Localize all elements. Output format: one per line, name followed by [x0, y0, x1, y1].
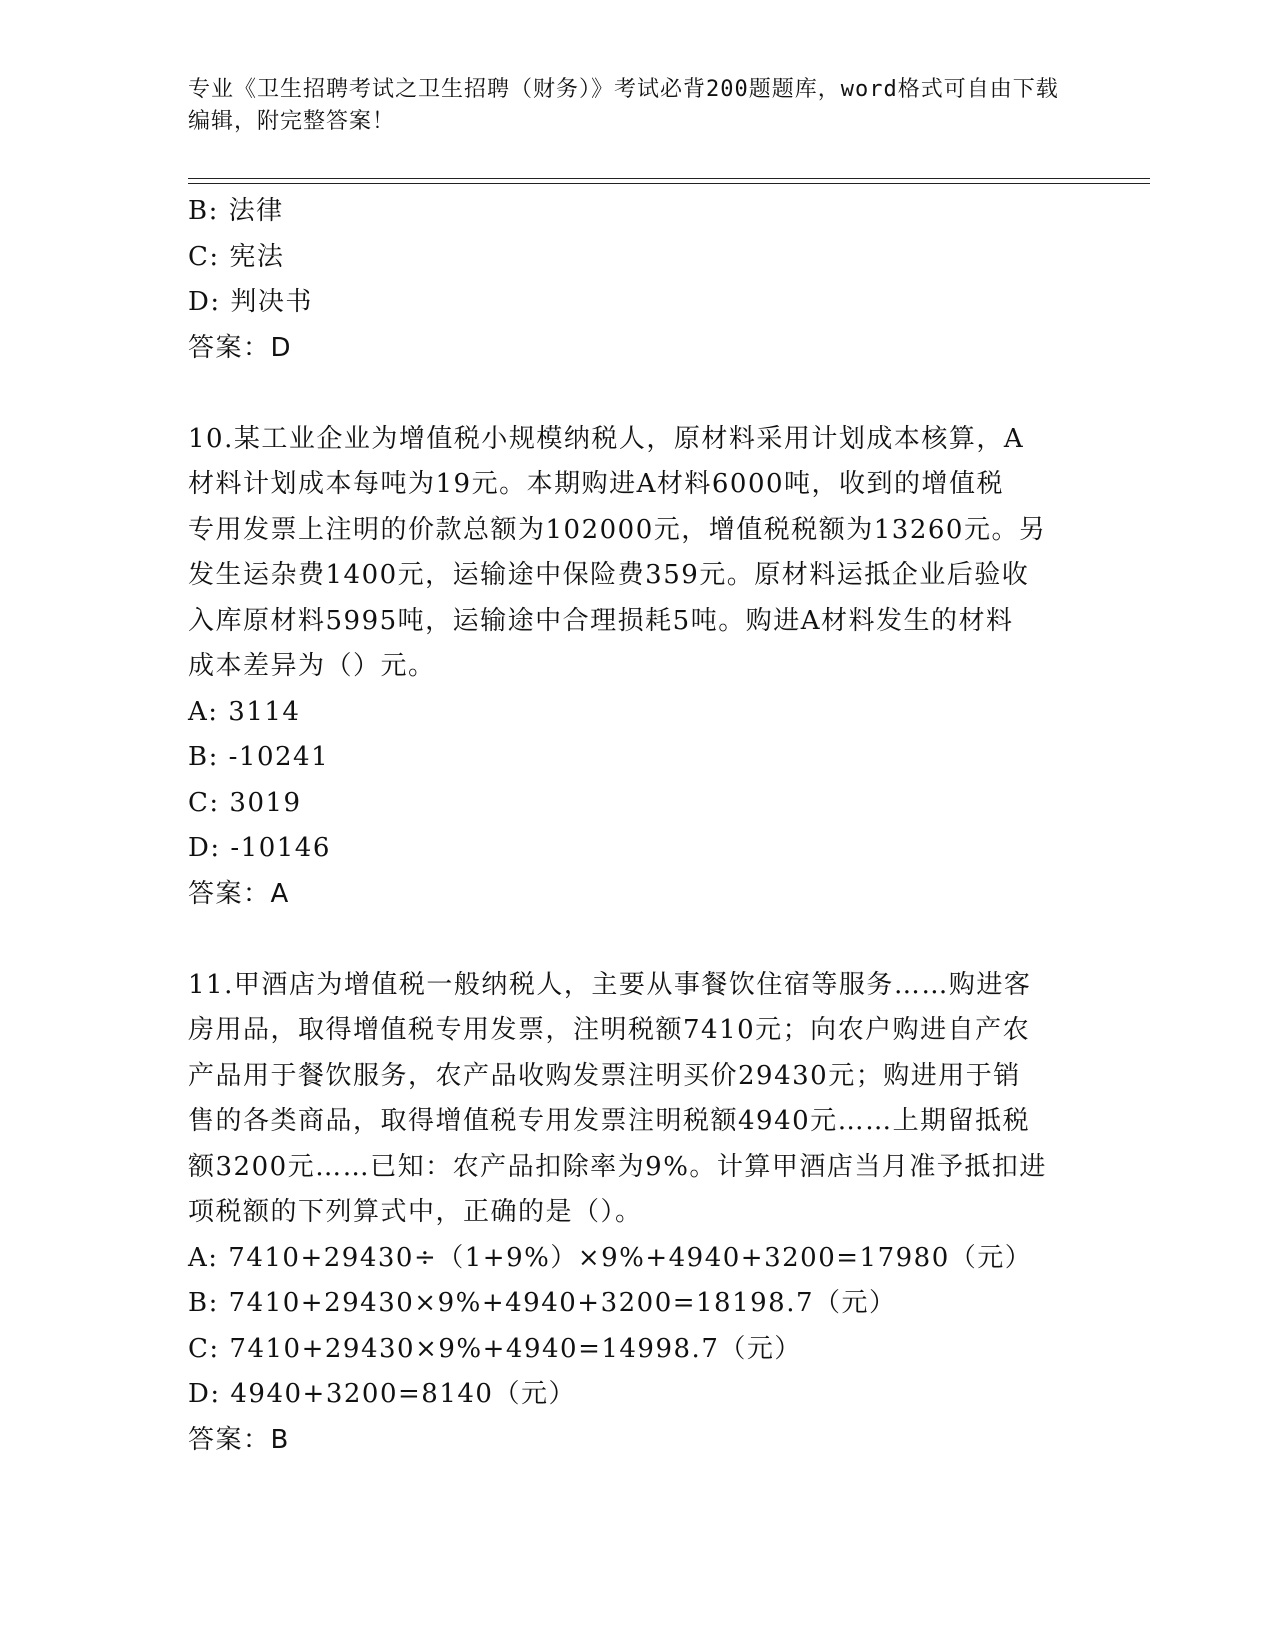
question-10	[188, 417, 1078, 918]
question-text-line: 11.甲酒店为增值税一般纳税人，主要从事餐饮住宿等服务……购进客	[188, 969, 1032, 1000]
question-content	[188, 189, 1078, 1463]
answer-line: 答案：B	[188, 1424, 290, 1455]
option-c: C: 3019	[188, 787, 302, 818]
option-d: D: 4940+3200=8140（元）	[188, 1379, 576, 1409]
option-b: B: 7410+29430×9%+4940+3200=18198.7（元）	[188, 1288, 897, 1318]
option-c: C: 宪法	[188, 241, 285, 272]
option-d: D: -10146	[188, 833, 331, 863]
question-text-line: 成本差异为（）元。	[188, 651, 436, 681]
option-a: A: 7410+29430÷（1+9%）×9%+4940+3200=17980（元）	[188, 1242, 1033, 1273]
question-text-line: 额3200元……已知：农产品扣除率为9%。计算甲酒店当月准予抵扣进	[188, 1151, 1047, 1182]
question-text-line: 材料计划成本每吨为19元。本期购进A材料6000吨，收到的增值税	[188, 469, 1005, 499]
question-text-line: 10.某工业企业为增值税小规模纳税人，原材料采用计划成本核算，A	[188, 423, 1025, 454]
answer-line: 答案：D	[188, 332, 293, 363]
option-b: B: -10241	[188, 742, 330, 772]
question-text-line: 专用发票上注明的价款总额为102000元，增值税税额为13260元。另	[188, 514, 1047, 545]
question-text-line: 产品用于餐饮服务，农产品收购发票注明买价29430元；购进用于销	[188, 1060, 1021, 1091]
header-divider-thin	[188, 178, 1150, 179]
question-text-line: 房用品，取得增值税专用发票，注明税额7410元；向农户购进自产农	[188, 1015, 1031, 1045]
option-d: D: 判决书	[188, 287, 313, 317]
question-text-line: 项税额的下列算式中，正确的是（）。	[188, 1197, 643, 1227]
spacer	[188, 371, 1078, 417]
spacer	[188, 917, 1078, 963]
question-text-line: 发生运杂费1400元，运输途中保险费359元。原材料运抵企业后验收	[188, 560, 1030, 590]
question-text-line: 售的各类商品，取得增值税专用发票注明税额4940元……上期留抵税	[188, 1106, 1031, 1136]
option-a: A: 3114	[188, 696, 301, 727]
answer-line: 答案：A	[188, 878, 290, 909]
option-b: B: 法律	[188, 196, 284, 226]
document-header: 专业《卫生招聘考试之卫生招聘（财务）》考试必背200题题库，word格式可自由下载编辑，附完整答案！	[188, 77, 1059, 134]
option-c: C: 7410+29430×9%+4940=14998.7（元）	[188, 1333, 802, 1364]
question-text-line: 入库原材料5995吨，运输途中合理损耗5吨。购进A材料发生的材料	[188, 605, 1014, 636]
question-11	[188, 963, 1078, 1464]
header-divider-thick	[188, 183, 1150, 184]
